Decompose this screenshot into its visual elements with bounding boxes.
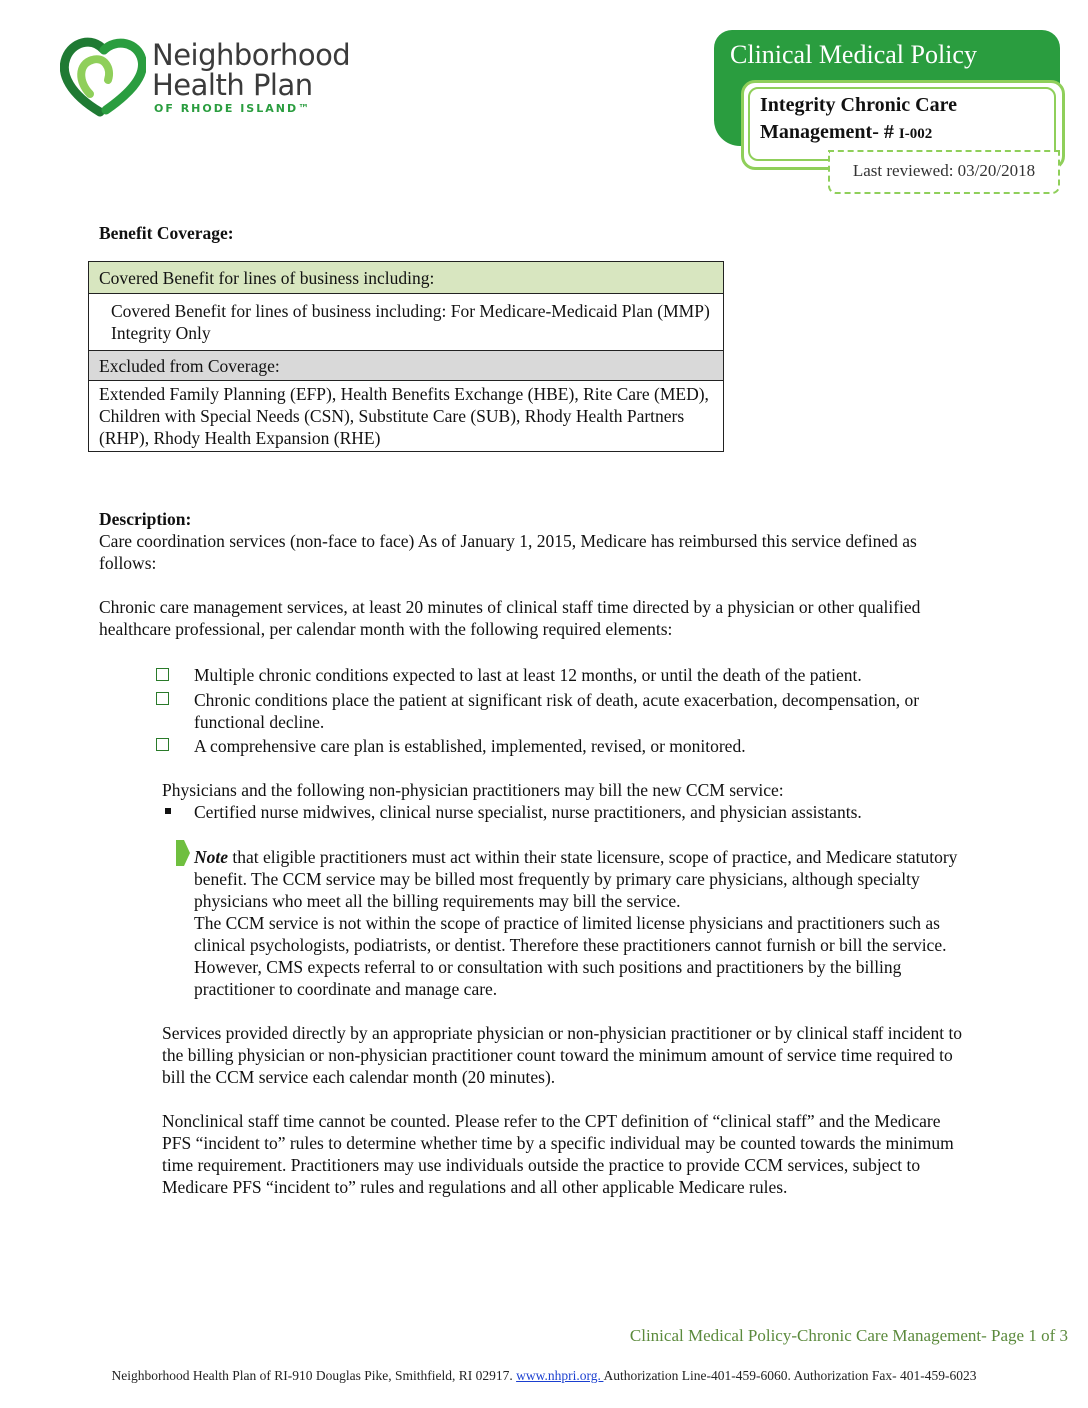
description-paragraph-2: Chronic care management services, at least 20 minutes of clinical staff time directed by a physician or other qualified healthcare professional, per calendar month with the following required elements: [99,597,921,639]
heart-swirl-icon [60,34,146,120]
note-paragraph-1 [194,846,974,912]
empty-checkbox-icon [156,668,169,681]
covered-benefit-header: Covered Benefit for lines of business including: [89,262,723,294]
policy-number: I-002 [898,126,933,142]
logo-text-line2: Health Plan [152,68,313,102]
logo-text-line3: OF RHODE ISLAND™ [154,102,312,115]
note-label: Note [194,847,229,867]
description-heading: Description: [99,509,192,529]
nonclinical-paragraph: Nonclinical staff time cannot be counted. Please refer to the CPT definition of “clinical staff” and the Medicare PFS “incident to” rules to determine whether time by a specific individual may be counted towards the minimum time requirement. Practitioners may use individuals outside the practice to provide CCM services, subject to Medicare PFS “incident to” rules and regulations and all other applicable Medicare rules. [162,1111,954,1197]
footer-address [0,1368,1088,1384]
practitioners-bullet: Certified nurse midwives, clinical nurse specialist, nurse practitioners, and physician assistants. [194,802,862,822]
green-arrow-icon [176,840,190,866]
note-block [194,846,974,1000]
description-paragraph-1: Care coordination services (non-face to face) As of January 1, 2015, Medicare has reimbursed this service defined as follows: [99,531,917,573]
policy-name [760,92,957,148]
services-paragraph: Services provided directly by an appropriate physician or non-physician practitioner or by clinical staff incident to the billing physician or non-physician practitioner count toward the minimum amount of service time required to bill the CCM service each calendar month (20 minutes). [162,1023,963,1087]
required-element-2: Chronic conditions place the patient at significant risk of death, acute exacerbation, decompensation, or functional decline. [194,690,920,732]
last-reviewed-date: Last reviewed: 03/20/2018 [828,150,1060,194]
required-element-1: Multiple chronic conditions expected to last at least 12 months, or until the death of the patient. [194,665,862,685]
benefit-coverage-heading: Benefit Coverage: [99,223,234,243]
required-element-3: A comprehensive care plan is established, implemented, revised, or monitored. [194,736,746,756]
footer-page-label: Clinical Medical Policy-Chronic Care Management- Page 1 of 3 [629,1326,1068,1345]
company-logo [60,34,360,124]
coverage-table [88,261,724,452]
empty-checkbox-icon [156,692,169,705]
note-text-1: that eligible practitioners must act within their state licensure, scope of practice, and Medicare statutory benefit. The CCM service may be billed most frequently by primary care physicians, although specialty physicians who meet all the billing requirements may bill the service. [194,847,958,911]
physicians-intro: Physicians and the following non-physician practitioners may bill the new CCM service: [162,780,784,800]
excluded-coverage-header: Excluded from Coverage: [89,351,723,381]
footer-address-pre: Neighborhood Health Plan of RI-910 Douglas Pike, Smithfield, RI 02917. [111,1368,517,1383]
policy-name-line1: Integrity Chronic Care [760,94,958,116]
footer-address-post: Authorization Line-401-459-6060. Authorization Fax- 401-459-6023 [603,1368,977,1383]
policy-name-prefix: Management- # [760,121,899,143]
covered-benefit-body: Covered Benefit for lines of business including: For Medicare-Medicaid Plan (MMP) Integrity Only [89,294,723,351]
website-link[interactable]: www.nhpri.org. [516,1368,604,1383]
empty-checkbox-icon [156,738,169,751]
excluded-coverage-body: Extended Family Planning (EFP), Health Benefits Exchange (HBE), Rite Care (MED), Children with Special Needs (CSN), Substitute Care (SUB), Rhody Health Partners (RHP), Rhody Health Expansion (RHE) [99,384,709,448]
square-bullet-icon [165,808,171,814]
note-paragraph-2: The CCM service is not within the scope of practice of limited license physicians and practitioners such as clinical psychologists, podiatrists, or dentist. Therefore these practitioners cannot furnish or bill the service. However, CMS expects referral to or consultation with such positions and practitioners by the billing practitioner to coordinate and manage care. [194,913,947,999]
logo-text-line1: Neighborhood [152,38,351,72]
policy-name-line2 [760,119,957,148]
policy-header-title: Clinical Medical Policy [730,40,977,69]
